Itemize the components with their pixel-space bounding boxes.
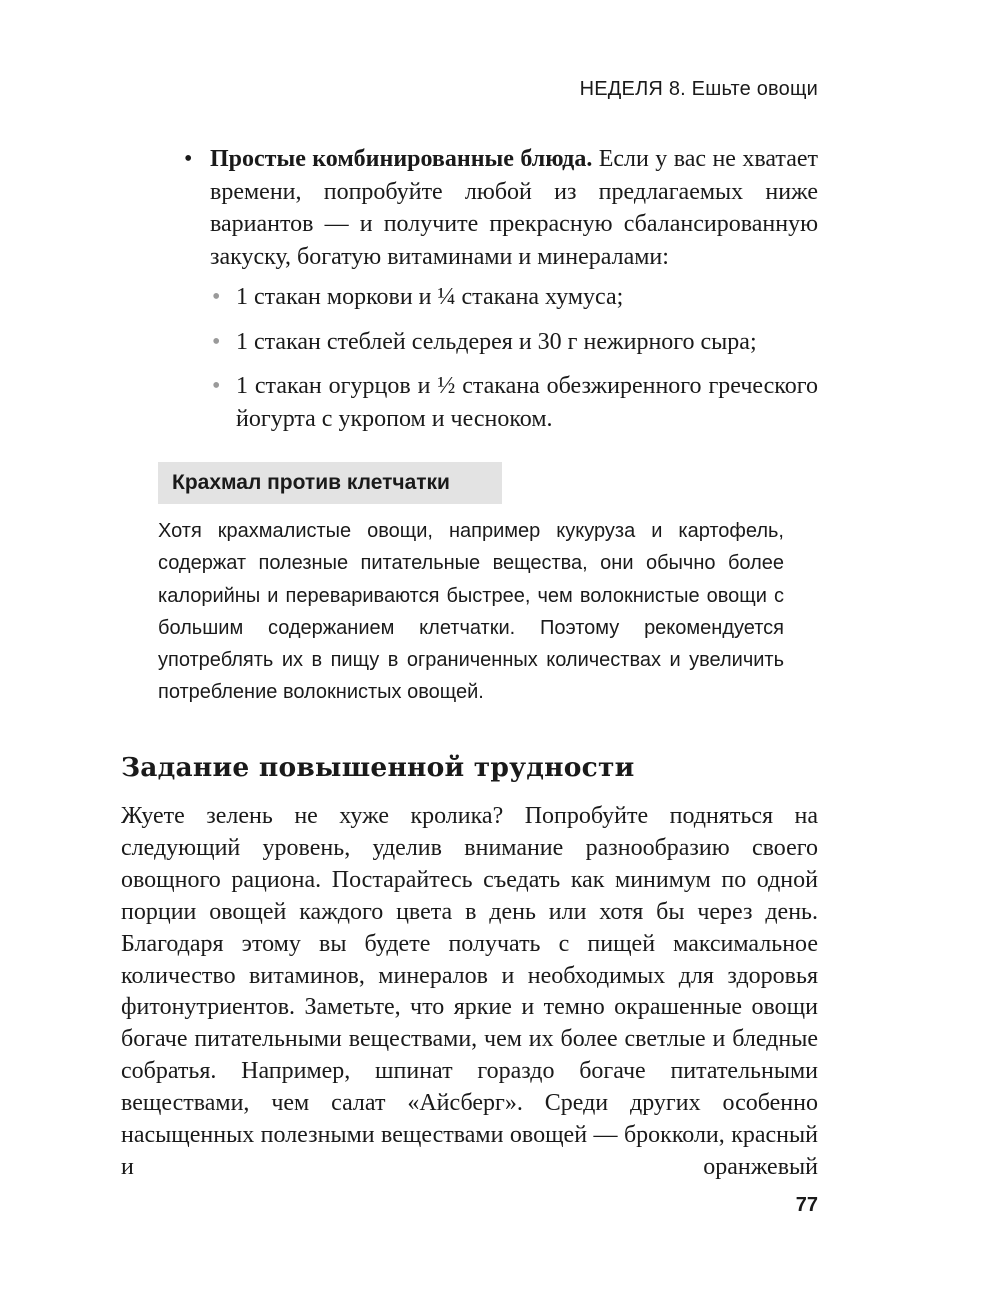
sub-bullet-dot-icon: • xyxy=(212,328,221,355)
section-body: Жуете зелень не хуже кролика? Попробуйте подняться на следующий уровень, уделив внимание разнообразию своего овощного рациона. Постарайтесь съедать как минимум по одной порции овощей каждого цвета в день или хотя бы через день. Благодаря этому вы будете получать с пищей максимальное количество витаминов, минералов и необходимых для здоровья фитонутриентов. Заметьте, что яркие и темно окрашенные овощи богаче питательными веществами, чем их более светлые и бледные собратья. Например, шпинат гораздо богаче питательными веществами, чем салат «Айсберг». Среди других особенно насыщенных полезными веществами овощей — брокколи, красный и оранжевый xyxy=(121,803,818,1180)
sub-bullet-dot-icon: • xyxy=(212,373,221,399)
sidebar-body: Хотя крахмалистые овощи, например кукуруза и картофель, содержат полезные питательные вещества, они обычно более калорийны и перевариваются быстрее, чем волокнистые овощи с большим содержанием клетчатки. Поэтому рекомендуется употреблять их в пищу в ограниченных количествах и увеличить потребление волокнистых овощей. xyxy=(158,520,784,704)
sub-list-item xyxy=(182,326,818,359)
sub-bullet-dot-icon: • xyxy=(212,284,221,310)
section-heading: Задание повышенной трудности xyxy=(121,752,635,783)
bullet-dot-icon: • xyxy=(184,146,193,172)
sub-list-item xyxy=(182,281,818,314)
bullet-lead: Простые комбинированные блюда. xyxy=(210,146,593,172)
bullet-text: Если у вас не хватает времени, попробуйте любой из предлагаемых ниже вариантов — и получите прекрасную сбалансированную закуску, богатую витаминами и минералами: xyxy=(210,146,818,270)
bullet-item xyxy=(182,143,818,273)
sub-list-item xyxy=(182,370,818,435)
bullet-block xyxy=(182,143,818,447)
sidebar-title: Крахмал против клетчатки xyxy=(158,462,502,504)
sub-list xyxy=(182,281,818,435)
sub-item-text: 1 стакан огурцов и ½ стакана обезжиренного греческого йогурта с укропом и чесноком. xyxy=(236,373,818,432)
sub-item-text: 1 стакан стеблей сельдерея и 30 г нежирного сыра; xyxy=(236,328,757,355)
sub-item-text: 1 стакан моркови и ¼ стакана хумуса; xyxy=(236,284,624,310)
page-number: 77 xyxy=(795,1194,818,1216)
running-header: НЕДЕЛЯ 8. Ешьте овощи xyxy=(579,78,818,100)
